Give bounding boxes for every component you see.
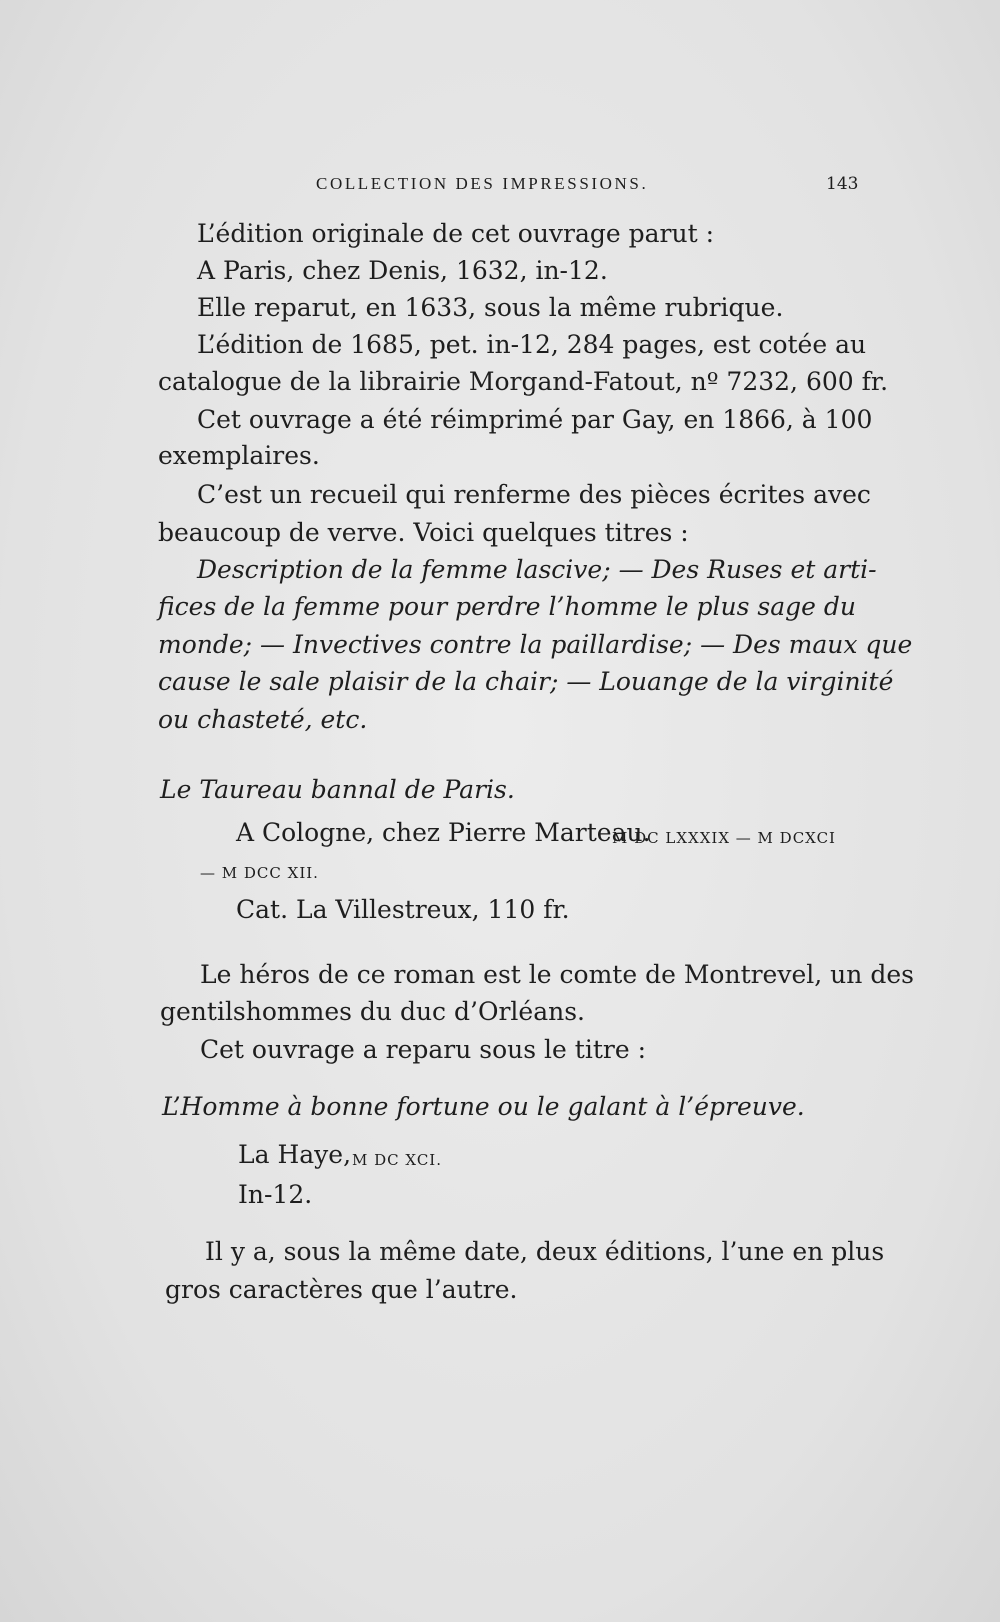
imprint-line: La Haye, [238, 1140, 352, 1169]
text-line: catalogue de la librairie Morgand-Fatout, nº 7232, 600 fr. [158, 367, 889, 396]
text-line: gentilshommes du duc d’Orléans. [160, 997, 585, 1026]
imprint-line: A Cologne, chez Pierre Marteau. [236, 818, 651, 847]
italic-line: ou chasteté, etc. [158, 705, 368, 734]
text-line: exemplaires. [158, 441, 320, 470]
text-line: L’édition originale de cet ouvrage parut : [197, 219, 715, 248]
text-line: Il y a, sous la même date, deux éditions, l’une en plus [205, 1237, 885, 1266]
imprint-dates: M DC XCI. [352, 1151, 442, 1169]
italic-line: monde; — Invectives contre la paillardise; — Des maux que [158, 630, 913, 659]
text-line: Elle reparut, en 1633, sous la même rubrique. [197, 293, 784, 322]
text-line: A Paris, chez Denis, 1632, in-12. [197, 256, 608, 285]
imprint-dates: M DC LXXXIX — M DCXCI [612, 829, 836, 847]
running-header: COLLECTION DES IMPRESSIONS. [316, 174, 649, 193]
text-line: L’édition de 1685, pet. in-12, 284 pages, est cotée au [197, 330, 867, 359]
italic-line: cause le sale plaisir de la chair; — Louange de la virginité [158, 667, 894, 696]
page-number: 143 [826, 174, 859, 194]
catalogue-line: Cat. La Villestreux, 110 fr. [236, 895, 570, 924]
italic-line: fices de la femme pour perdre l’homme le plus sage du [158, 592, 856, 621]
text-line: gros caractères que l’autre. [165, 1275, 518, 1304]
text-line: C’est un recueil qui renferme des pièces écrites avec [197, 480, 871, 509]
text-line: Cet ouvrage a été réimprimé par Gay, en 1866, à 100 [197, 405, 873, 434]
book-title: Le Taureau bannal de Paris. [160, 775, 515, 804]
imprint-dates: — M DCC XII. [200, 864, 319, 882]
italic-line: Description de la femme lascive; — Des Ruses et arti- [197, 555, 877, 584]
text-line: Le héros de ce roman est le comte de Montrevel, un des [200, 960, 914, 989]
text-line: Cet ouvrage a reparu sous le titre : [200, 1035, 646, 1064]
format-line: In-12. [238, 1180, 313, 1209]
book-title: L’Homme à bonne fortune ou le galant à l’épreuve. [162, 1092, 805, 1121]
text-line: beaucoup de verve. Voici quelques titres : [158, 518, 689, 547]
